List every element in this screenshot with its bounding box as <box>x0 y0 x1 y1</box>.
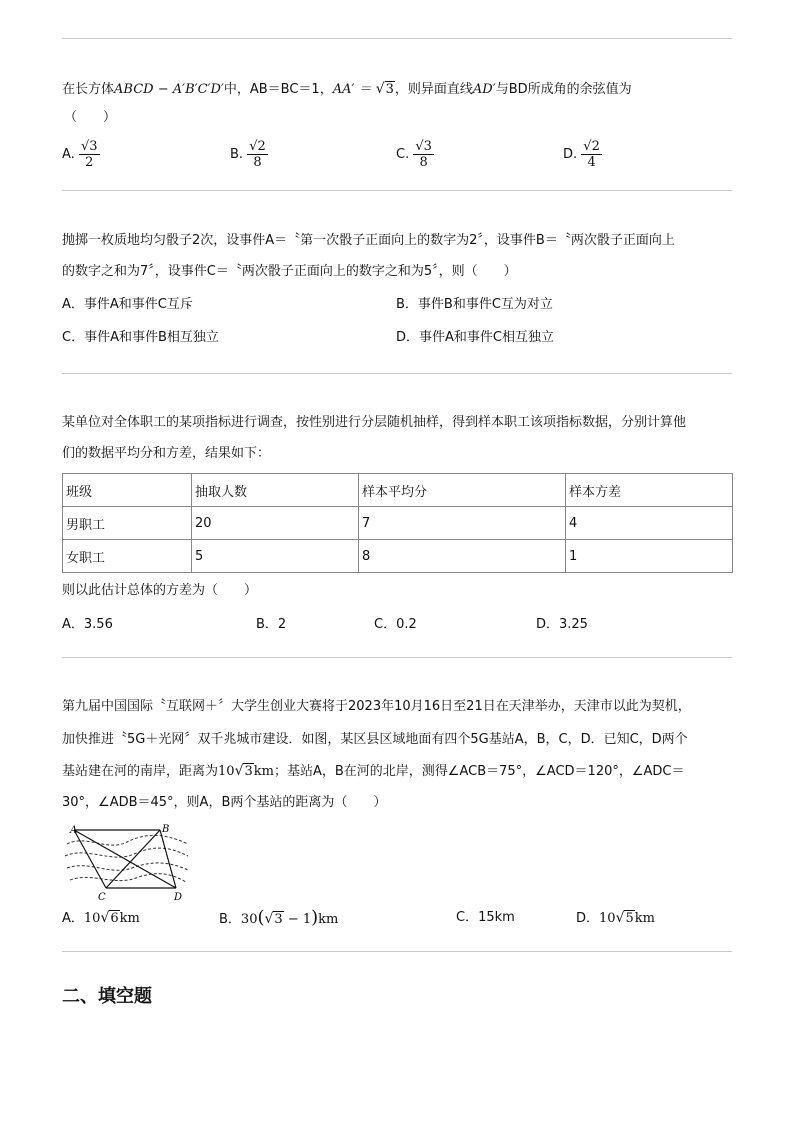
table-cell: 女职工 <box>63 540 192 573</box>
q4-line3 <box>62 761 685 782</box>
q3-question: 则以此估计总体的方差为（ ） <box>62 583 258 598</box>
q1-math-b: AA′ ＝ <box>332 82 376 97</box>
q4-line1: 第九届中国国际〝互联网＋〞大学生创业大赛将于2023年10月16日至21日在天津举办，天津市以此为契机， <box>62 699 691 714</box>
q1-stem-b: 中，AB＝BC＝1， <box>223 82 333 97</box>
point-label-d: D <box>174 892 183 902</box>
q4-option-c[interactable]: C．15km <box>456 910 515 925</box>
q1-option-b[interactable]: B. $\frac{√2}{8}$ <box>230 139 266 170</box>
table-cell: 5 <box>192 540 359 573</box>
point-label-b: B <box>162 824 170 835</box>
q1-stem-d: 与BD所成角的余弦值为 <box>495 82 632 97</box>
q4-option-d[interactable]: D．10√5km <box>576 910 655 926</box>
q3-line1: 某单位对全体职工的某项指标进行调查，按性别进行分层随机抽样，得到样本职工该项指标数据，分别计算他 <box>62 415 687 430</box>
q2-option-c[interactable]: C．事件A和事件B相互独立 <box>62 330 219 345</box>
q4-dist-unit: km <box>253 764 274 779</box>
q3-line2: 们的数据平均分和方差，结果如下： <box>62 446 271 461</box>
point-label-a: A <box>70 825 78 836</box>
q3-option-d[interactable]: D．3.25 <box>536 617 588 632</box>
divider-top <box>62 38 732 39</box>
q2-option-b[interactable]: B．事件B和事件C互为对立 <box>396 297 553 312</box>
q4-dist-sqrt: √3 <box>234 763 253 779</box>
river-diagram <box>62 824 192 902</box>
point-label-c: C <box>98 892 106 902</box>
data-table <box>62 473 733 573</box>
q2-line1: 抛掷一枚质地均匀骰子2次，设事件A＝〝第一次骰子正面向上的数字为2〞，设事件B＝〝两次骰子正面向上 <box>62 233 675 248</box>
q4-option-b[interactable]: B．30(√3 − 1)km <box>219 907 339 928</box>
fraction: $\frac{√3}{2}$ <box>80 139 98 170</box>
table-cell: 1 <box>566 540 733 573</box>
q2-option-d[interactable]: D．事件A和事件C相互独立 <box>396 330 554 345</box>
fraction: $\frac{√3}{8}$ <box>415 139 432 170</box>
q1-stem-c: ，则异面直线 <box>394 82 473 97</box>
divider-q1 <box>62 190 732 191</box>
q3-option-c[interactable]: C．0.2 <box>374 617 417 632</box>
table-row <box>63 540 733 573</box>
q1-option-a[interactable]: A. $\frac{√3}{2}$ <box>62 139 98 170</box>
q4-line3b: ；基站A，B在河的北岸，测得∠ACB＝75°，∠ACD＝120°，∠ADC＝ <box>273 764 685 779</box>
q1-math-c: AD′ <box>472 82 496 97</box>
divider-q2 <box>62 373 732 374</box>
table-cell: 4 <box>566 507 733 540</box>
table-row <box>63 507 733 540</box>
q4-option-a[interactable]: A．10√6km <box>62 910 140 926</box>
q2-line2: 的数字之和为7〞，设事件C＝〝两次骰子正面向上的数字之和为5〞，则（ ） <box>62 264 517 279</box>
section-title: 二、填空题 <box>62 986 152 1007</box>
table-cell: 男职工 <box>63 507 192 540</box>
table-cell: 20 <box>192 507 359 540</box>
fraction: $\frac{√2}{4}$ <box>583 139 600 170</box>
table-header-cell: 样本平均分 <box>359 474 566 507</box>
table-header-cell: 班级 <box>63 474 192 507</box>
q3-option-b[interactable]: B．2 <box>256 617 287 632</box>
divider-q4 <box>62 951 732 952</box>
q1-math-a: ABCD − A′B′C′D′ <box>114 82 224 97</box>
q1-option-c[interactable]: C. $\frac{√3}{8}$ <box>396 139 432 170</box>
q1-option-d[interactable]: D. $\frac{√2}{4}$ <box>563 139 600 170</box>
fraction: $\frac{√2}{8}$ <box>249 139 266 170</box>
q3-option-a[interactable]: A．3.56 <box>62 617 113 632</box>
q1-stem <box>62 79 632 100</box>
table-header-cell: 抽取人数 <box>192 474 359 507</box>
q2-option-a[interactable]: A．事件A和事件C互斥 <box>62 297 193 312</box>
q4-dist-coef: 10 <box>218 764 235 779</box>
q4-line2: 加快推进〝5G＋光网〞双千兆城市建设．如图，某区县区域地面有四个5G基站A，B，C，D．已知C，D两个 <box>62 732 688 747</box>
q1-sqrt: √3 <box>375 81 394 97</box>
table-header-row <box>63 474 733 507</box>
table-cell: 8 <box>359 540 566 573</box>
q1-stem-a: 在长方体 <box>62 82 115 97</box>
q4-line3a: 基站建在河的南岸，距离为 <box>62 764 219 779</box>
table-cell: 7 <box>359 507 566 540</box>
divider-q3 <box>62 657 732 658</box>
q1-paren: （ ） <box>64 110 117 125</box>
q4-line4: 30°，∠ADB＝45°，则A，B两个基站的距离为（ ） <box>62 795 387 810</box>
table-header-cell: 样本方差 <box>566 474 733 507</box>
